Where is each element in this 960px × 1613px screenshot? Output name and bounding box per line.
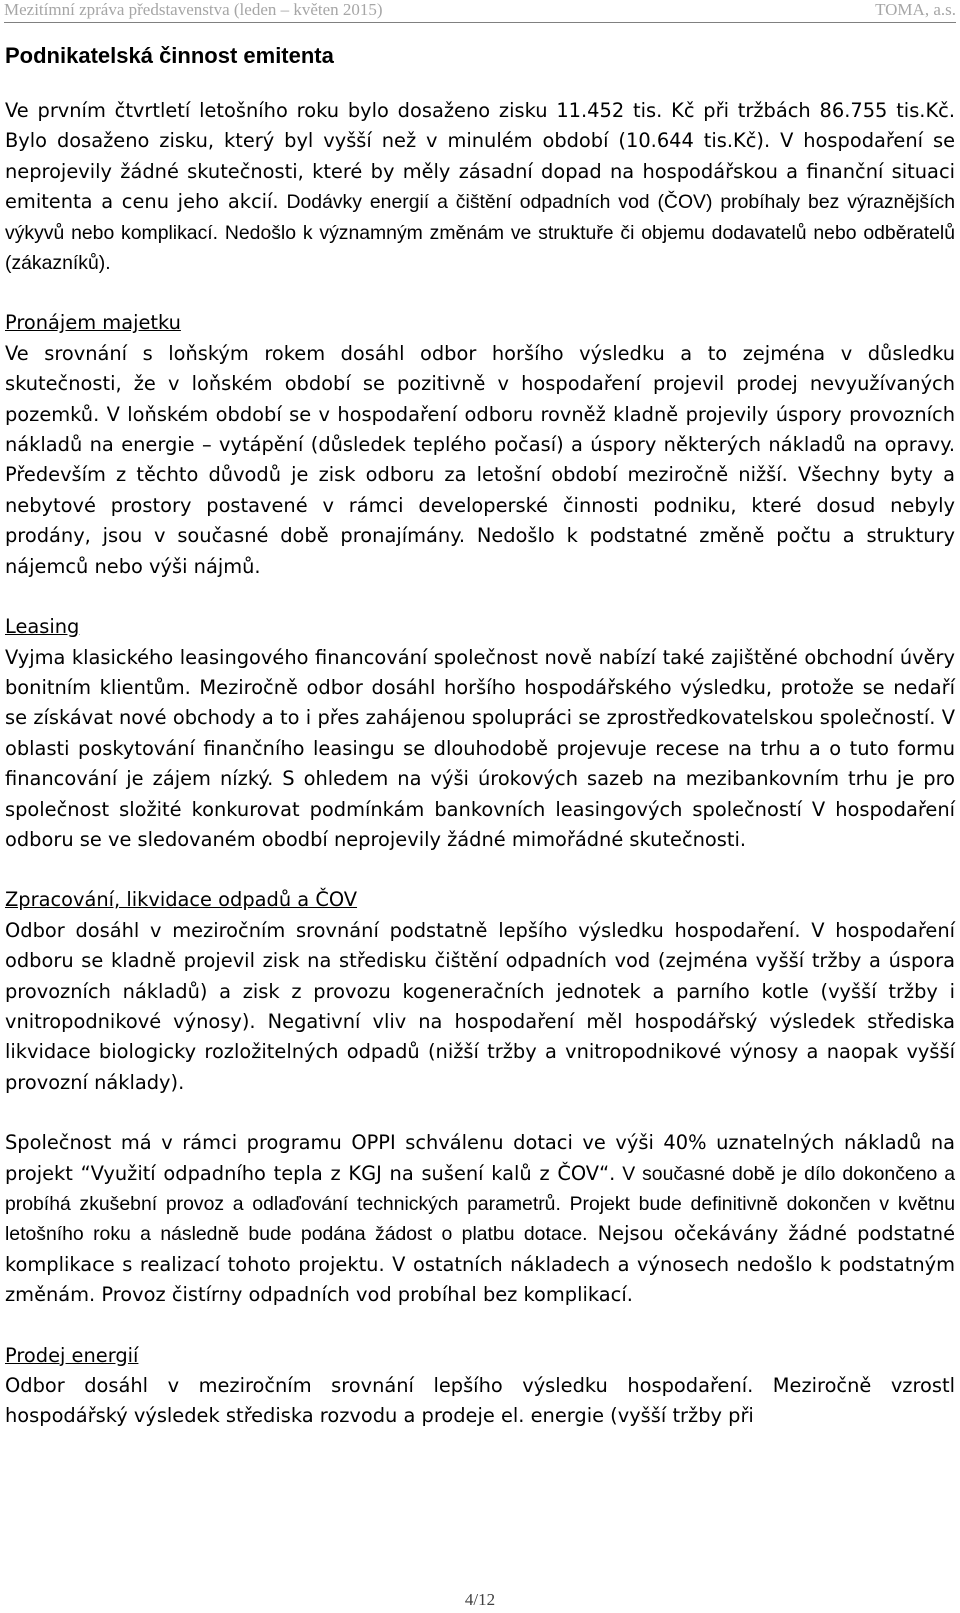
section-title-leasing: Leasing: [5, 615, 80, 639]
section-rental: [5, 308, 955, 582]
section-title-waste: Zpracování, likvidace odpadů a ČOV: [5, 888, 358, 912]
oppi-text-part2: V současné době je dílo dokončeno a probíhá zkušební provoz a odlaďování technických parametrů. Projekt bude definitivně dokončen v květnu letošního roku a následně bude podána žádost o platbu dotace.: [5, 1162, 955, 1246]
intro-paragraph: [5, 96, 955, 278]
section-heading: Podnikatelská činnost emitenta: [5, 43, 334, 68]
section-waste: [5, 885, 955, 1098]
section-leasing: [5, 612, 955, 855]
section-title-energy: Prodej energií: [5, 1343, 139, 1367]
intro-text-part2: Dodávky energií a čištění odpadních vod (ČOV) probíhaly bez výraznějších výkyvů nebo komplikací. Nedošlo k významným změnám ve struktuře či objemu dodavatelů nebo odběratelů (zákazníků).: [5, 191, 955, 275]
section-text-energy: Odbor dosáhl v meziročním srovnání lepšího výsledku hospodaření. Meziročně vzrostl hospodářský výsledek střediska rozvodu a prodeje el. energie (vyšší tržby při: [5, 1374, 955, 1428]
page-number: 4/12: [464, 1590, 496, 1609]
page-header: [4, 0, 956, 23]
oppi-text-part1: Společnost má v rámci programu OPPI schválenu dotaci ve výši 40% uznatelných nákladů na projekt “Využití odpadního tepla z KGJ na sušení kalů z ČOV“.: [5, 1131, 955, 1185]
section-energy: [5, 1341, 955, 1432]
section-text-waste: Odbor dosáhl v meziročním srovnání podstatně lepšího výsledku hospodaření. V hospodaření odboru se kladně projevil zisk na středisku čištění odpadních vod (zejména vyšší tržby a úspora provozních nákladů) a zisk z provozu kogeneračních jednotek a parního kotle (vyšší tržby i vnitropodnikové výnosy). Negativní vliv na hospodaření měl hospodářský výsledek střediska likvidace biologicky rozložitelných odpadů (nižší tržby a vnitropodnikové výnosy a naopak vyšší provozní náklady).: [5, 918, 955, 1094]
section-text-leasing: Vyjma klasického leasingového financování společnost nově nabízí také zajištěné obchodní úvěry bonitním klientům. Meziročně odbor dosáhl horšího hospodářského výsledku, protože se nedaří se získávat nové obchody a to i přes zahájenou spolupráci se zprostředkovatelskou společností. V oblasti poskytování finančního leasingu se dlouhodobě projevuje recese na trhu a o tuto formu financování je zájem nízký. S ohledem na výši úrokových sazeb na mezibankovním trhu je pro společnost složité konkurovat podmínkám bankovních leasingových společností V hospodaření odboru se ve sledovaném obodbí neprojevily žádné mimořádné skutečnosti.: [5, 645, 955, 851]
section-title-rental: Pronájem majetku: [5, 311, 181, 335]
oppi-text-part3: Nejsou očekávány žádné podstatné komplikace s realizací tohoto projektu. V ostatních nákladech a výnosech nedošlo k podstatným změnám. Provoz čistírny odpadních vod probíhal bez komplikací.: [5, 1222, 955, 1307]
document-body: [5, 40, 955, 1432]
oppi-paragraph: [5, 1128, 955, 1310]
header-company-name: TOMA, a.s.: [875, 0, 956, 19]
intro-text-part1: Ve prvním čtvrtletí letošního roku bylo dosaženo zisku 11.452 tis. Kč při tržbách 86.755 tis.Kč. Bylo dosaženo zisku, který byl vyšší než v minulém období (10.644 tis.Kč). V hospodaření se neprojevily žádné skutečnosti, které by měly zásadní dopad na hospodářskou a finanční situaci emitenta a cenu jeho akcií.: [5, 99, 955, 214]
header-document-title: Mezitímní zpráva představenstva (leden – květen 2015): [4, 0, 383, 19]
section-text-rental: Ve srovnání s loňským rokem dosáhl odbor horšího výsledku a to zejména v důsledku skutečnosti, že v loňském období se pozitivně v hospodaření projevil prodej nevyužívaných pozemků. V loňském období se v hospodaření odboru rovněž kladně projevily úspory provozních nákladů na energie – vytápění (důsledek teplého počasí) a úspory některých nákladů na opravy. Především z těchto důvodů je zisk odboru za letošní období meziročně nižší. Všechny byty a nebytové prostory postavené v rámci developerské činnosti podniku, které dosud nebyly prodány, jsou v současné době pronajímány. Nedošlo k podstatné změně počtu a struktury nájemců nebo výši nájmů.: [5, 341, 955, 578]
